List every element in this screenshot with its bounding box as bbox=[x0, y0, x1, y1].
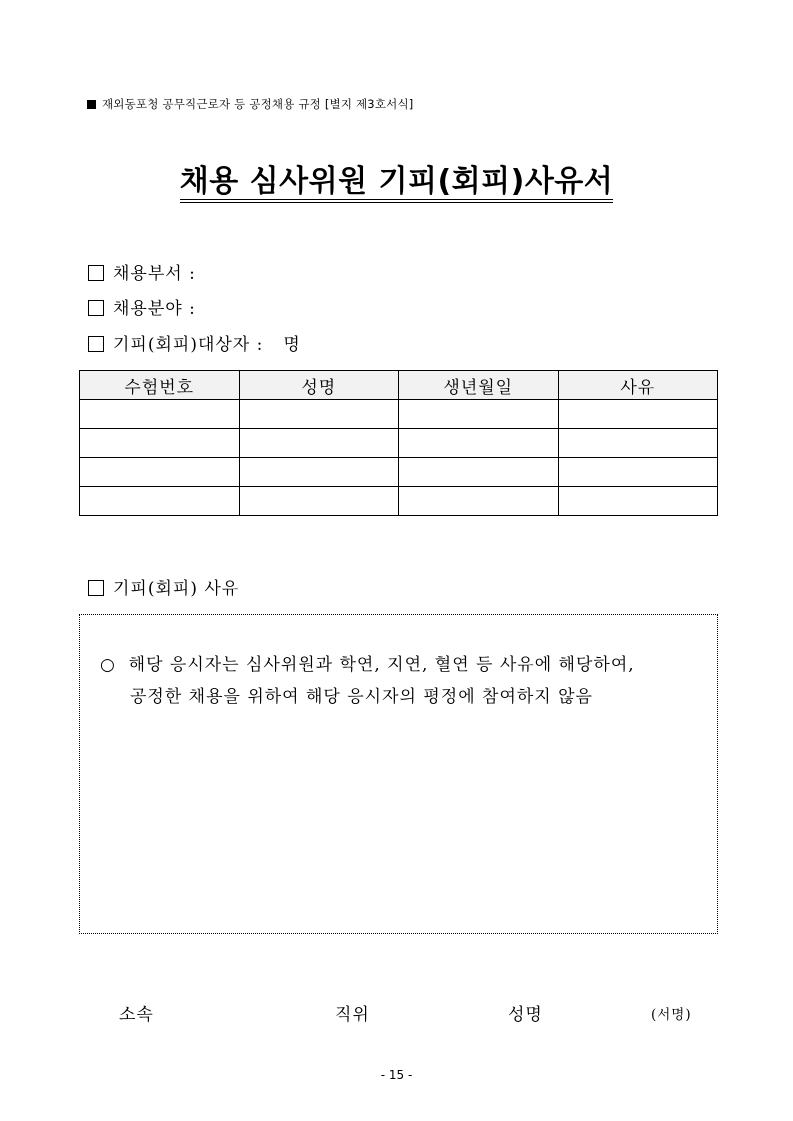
page-title bbox=[0, 156, 793, 200]
column-header-exam-number: 수험번호 bbox=[80, 371, 240, 400]
table-cell[interactable] bbox=[558, 487, 718, 516]
page-title-text: 채용 심사위원 기피(회피)사유서 bbox=[180, 164, 614, 203]
table-row bbox=[80, 400, 718, 429]
table-cell[interactable] bbox=[558, 458, 718, 487]
affiliation-label: 소속 bbox=[119, 1005, 154, 1025]
table-header-row bbox=[80, 371, 718, 400]
reason-text-box[interactable] bbox=[79, 614, 718, 934]
name-label: 성명 bbox=[508, 1005, 543, 1025]
table-cell[interactable] bbox=[80, 429, 240, 458]
table-cell[interactable] bbox=[80, 400, 240, 429]
target-count-unit: 명 bbox=[283, 335, 301, 355]
signature-mark-label: (서명) bbox=[651, 1007, 692, 1023]
checkbox-icon[interactable] bbox=[88, 580, 104, 596]
table-cell[interactable] bbox=[239, 429, 399, 458]
page-number: - 15 - bbox=[380, 1068, 413, 1082]
form-reference-text: 재외동포청 공무직근로자 등 공정채용 규정 [별지 제3호서식] bbox=[102, 97, 414, 111]
column-header-reason: 사유 bbox=[558, 371, 718, 400]
department-label: 채용부서 : bbox=[113, 264, 196, 284]
table-cell[interactable] bbox=[239, 487, 399, 516]
recruitment-field-label: 채용분야 : bbox=[113, 299, 196, 319]
target-count-field bbox=[88, 330, 301, 355]
table-cell[interactable] bbox=[80, 458, 240, 487]
black-square-icon bbox=[87, 100, 96, 109]
table-cell[interactable] bbox=[239, 400, 399, 429]
reason-text-line-2: 공정한 채용을 위하여 해당 응시자의 평정에 참여하지 않음 bbox=[130, 687, 593, 707]
reason-line-1 bbox=[100, 650, 635, 675]
table-cell[interactable] bbox=[558, 429, 718, 458]
column-header-name: 성명 bbox=[239, 371, 399, 400]
table-cell[interactable] bbox=[399, 429, 559, 458]
table-cell[interactable] bbox=[399, 458, 559, 487]
table-cell[interactable] bbox=[80, 487, 240, 516]
reason-line-2 bbox=[130, 682, 593, 707]
target-roster-table bbox=[79, 370, 718, 516]
checkbox-icon[interactable] bbox=[88, 336, 104, 352]
form-reference-note bbox=[87, 96, 413, 112]
recruitment-field bbox=[88, 294, 206, 319]
table-row bbox=[80, 458, 718, 487]
table-cell[interactable] bbox=[558, 400, 718, 429]
reason-section-label: 기피(회피) 사유 bbox=[113, 579, 240, 599]
checkbox-icon[interactable] bbox=[88, 265, 104, 281]
table-row bbox=[80, 487, 718, 516]
table-cell[interactable] bbox=[399, 487, 559, 516]
reason-section-heading bbox=[88, 574, 239, 599]
position-label: 직위 bbox=[335, 1005, 370, 1025]
target-count-label: 기피(회피)대상자 : bbox=[113, 335, 264, 355]
reason-text-line-1: 해당 응시자는 심사위원과 학연, 지연, 혈연 등 사유에 해당하여, bbox=[128, 655, 635, 675]
department-field bbox=[88, 259, 206, 284]
table-cell[interactable] bbox=[399, 400, 559, 429]
column-header-birth-date: 생년월일 bbox=[399, 371, 559, 400]
table-row bbox=[80, 429, 718, 458]
table-cell[interactable] bbox=[239, 458, 399, 487]
circle-bullet-icon: ○ bbox=[100, 655, 116, 675]
checkbox-icon[interactable] bbox=[88, 300, 104, 316]
